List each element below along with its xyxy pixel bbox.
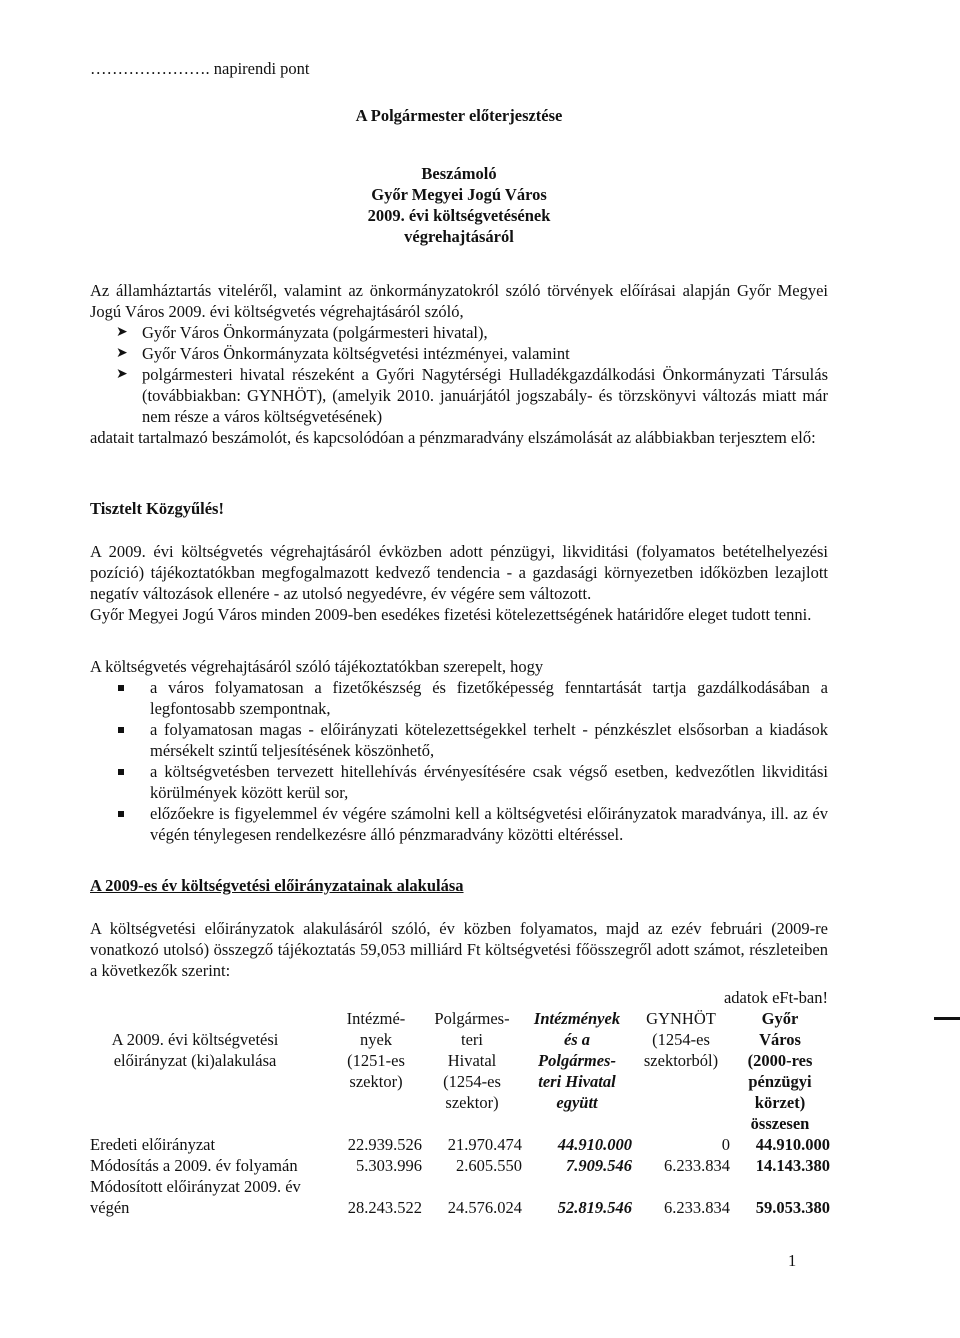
page-number: 1 [788,1251,797,1270]
row-label-header: A 2009. évi költségvetési előirányzat (ki)alakulása [111,1030,279,1070]
table-cell: 0 [721,1135,730,1154]
row-label: Módosítás a 2009. év folyamán [90,1156,298,1175]
square-bullet-icon [118,685,124,691]
section-paragraph: A költségvetési előirányzatok alakulásáról szóló, év közben folyamatos, majd az ezév februári (2009-re vonatkozó utolsó) összegző tájékoztatás 59,053 milliárd Ft költségvetési főösszegről adott számot, részleteiben a következők szerint: [90,919,828,980]
unit-note: adatok eFt-ban! [723,988,828,1007]
table-cell: 21.970.474 [447,1135,522,1154]
table-cell: 59.053.380 [755,1198,830,1217]
table-cell: 6.233.834 [664,1156,730,1175]
square-bullet-icon [118,811,124,817]
budget-table [90,1008,830,1218]
table-cell: 22.939.526 [347,1135,422,1154]
table-cell: 2.605.550 [456,1156,522,1175]
arrow-bullet-icon: ➤ [116,346,128,361]
square-bullet-icon [118,769,124,775]
table-cell: 44.910.000 [755,1135,830,1154]
salutation: Tisztelt Közgyűlés! [90,499,224,518]
list-item: ➤ Győr Város Önkormányzata költségvetési intézményei, valamint [116,344,570,363]
report-title [90,163,828,247]
list-item: ➤ Győr Város Önkormányzata (polgármesteri hivatal), [116,323,488,342]
column-header: Intézmé- nyek (1251-es szektor) [346,1009,406,1091]
table-header-row [90,1008,830,1134]
row-label: Eredeti előirányzat [90,1135,216,1154]
agenda-line: …………………. napirendi pont [90,59,310,78]
column-header: Intézmények és a Polgármes- teri Hivatal együtt [533,1009,621,1112]
document-title: A Polgármester előterjesztése [355,106,563,125]
body-paragraph: A költségvetés végrehajtásáról szóló tájékoztatókban szerepelt, hogy [90,657,544,676]
table-cell: 28.243.522 [347,1198,422,1217]
table-row [90,1134,830,1155]
intro-closing: adatait tartalmazó beszámolót, és kapcsolódóan a pénzmaradvány elszámolását az alábbiakban terjesztem elő: [90,428,816,447]
body-paragraph: Győr Megyei Jogú Város minden 2009-ben esedékes fizetési kötelezettségének határidőre eleget tudott tenni. [90,605,812,624]
list-item: a folyamatosan magas - előirányzati kötelezettségekkel terhelt - pénzkészlet elsősorban a kiadások mérsékelt szintű teljesítésének köszönhető, [118,719,828,761]
table-cell: 44.910.000 [557,1135,632,1154]
table-cell: 52.819.546 [557,1198,632,1217]
list-item: előzőekre is figyelemmel év végére számolni kell a költségvetési előirányzatok maradványa, ill. az év végén ténylegesen rendelkezésre álló pénzmaradvány közötti eltéréssel. [118,803,828,845]
arrow-bullet-icon: ➤ [116,325,128,340]
report-title-line: Beszámoló [421,164,497,183]
list-item: ➤ polgármesteri hivatal részeként a Győri Nagytérségi Hulladékgazdálkodási Önkormányzati Társulás (továbbiakban: GYNHÖT), (amelyik 2010. januárjától jogszabály- és törzskönyvi változás miatt már nem része a város költségvetésének) [116,365,828,426]
report-title-line: 2009. évi költségvetésének [367,206,551,225]
list-item: a város folyamatosan a fizetőkészség és fizetőképesség fenntartását tartja gazdálkodásában a legfontosabb szempontnak, [118,677,828,719]
report-title-line: Győr Megyei Jogú Város [371,185,547,204]
margin-mark [934,1017,960,1020]
report-title-line: végrehajtásáról [404,227,514,246]
table-row [90,1176,830,1218]
column-header: Polgármes- teri Hivatal (1254-es szektor) [434,1009,510,1112]
square-bullet-icon [118,727,124,733]
intro-list [90,322,828,427]
arrow-bullet-icon: ➤ [116,367,128,382]
body-paragraph: A 2009. évi költségvetés végrehajtásáról évközben adott pénzügyi, likviditási (folyamatos betételhelyezési pozíció) tájékoztatókban megfogalmazott kedvező tendencia - a gazdasági környezetben időközben lezajlott negatív változások ellenére - az utolsó negyedévre, év végére sem változott. [90,542,828,603]
table-cell: 6.233.834 [664,1198,730,1217]
row-label: Módosított előirányzat 2009. év végén [90,1177,301,1217]
table-cell: 7.909.546 [566,1156,632,1175]
column-header: GYNHÖT (1254-es szektorból) [643,1009,719,1070]
bullet-list [90,677,828,845]
table-cell: 24.576.024 [447,1198,522,1217]
document-page [90,58,828,1218]
column-header: Győr Város (2000-res pénzügyi körzet) összesen [747,1009,813,1133]
table-cell: 5.303.996 [356,1156,422,1175]
section-heading: A 2009-es év költségvetési előirányzatainak alakulása [90,876,464,895]
table-row [90,1155,830,1176]
list-item: a költségvetésben tervezett hitellehívás érvényesítésére csak végső esetben, kedvezőtlen likviditási körülmények között kerül sor, [118,761,828,803]
table-cell: 14.143.380 [755,1156,830,1175]
intro-paragraph: Az államháztartás viteléről, valamint az önkormányzatokról szóló törvények előírásai alapján Győr Megyei Jogú Város 2009. évi költségvetés végrehajtásáról szóló, [90,281,828,321]
